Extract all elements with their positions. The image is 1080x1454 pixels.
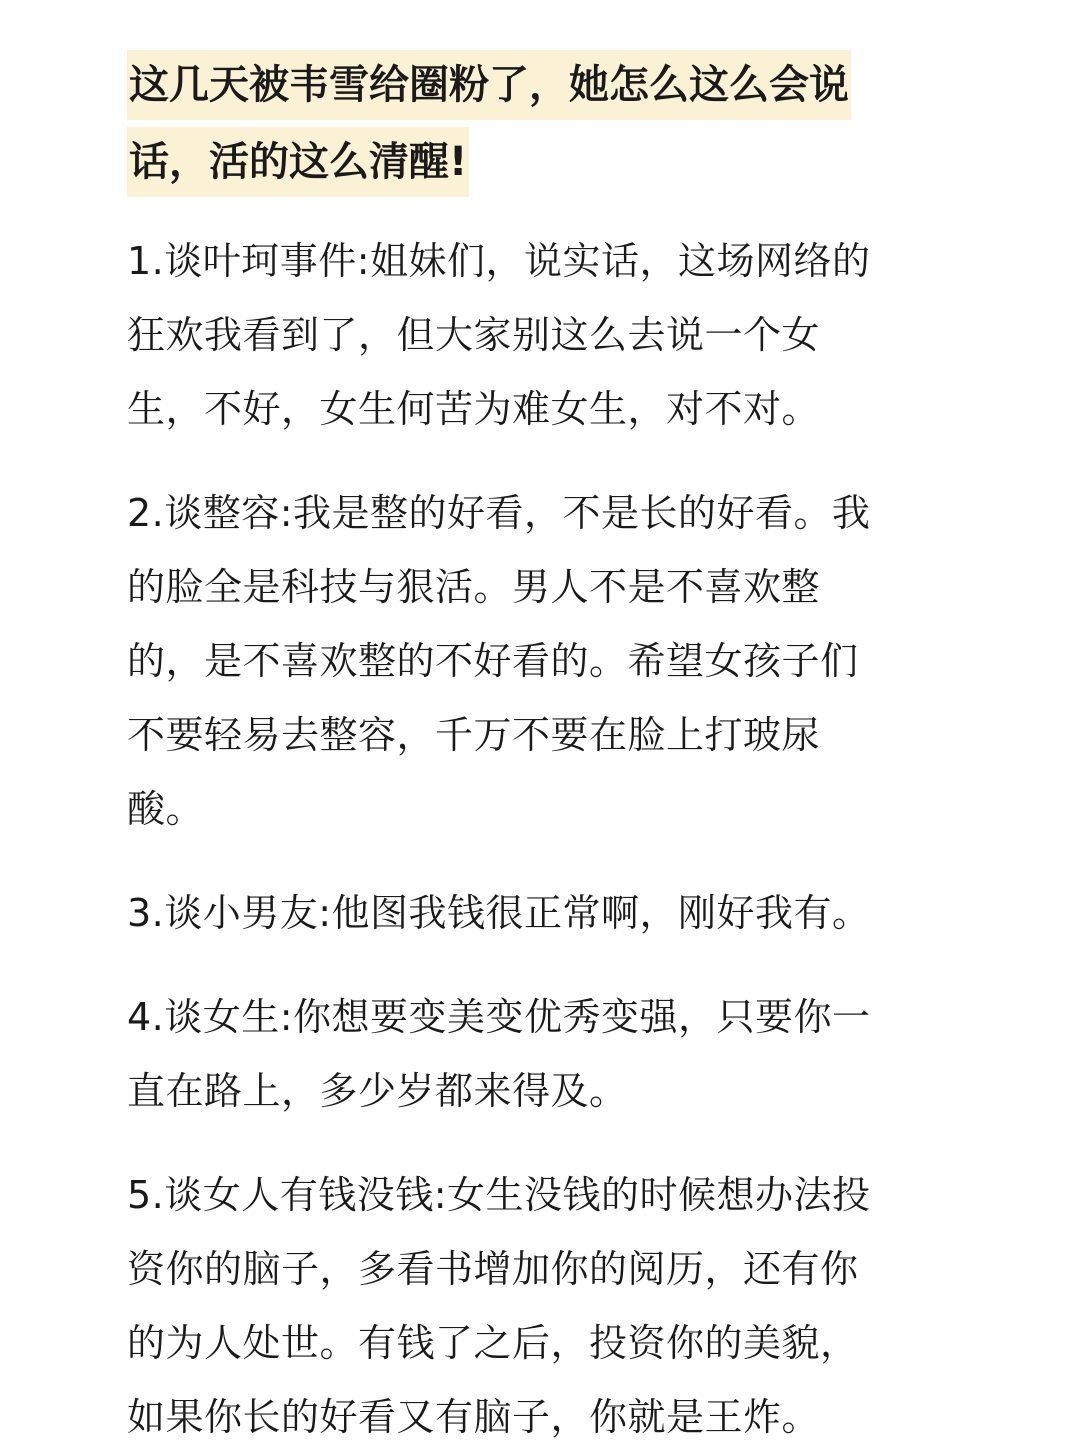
point-4 [127, 980, 947, 1128]
spacer [127, 846, 947, 876]
spacer [127, 202, 947, 224]
point-2 [127, 476, 947, 846]
article [127, 48, 947, 1454]
spacer [127, 446, 947, 476]
point-line: 不要轻易去整容，千万不要在脸上打玻尿 [127, 713, 821, 757]
title-line-2 [127, 125, 947, 202]
point-line: 2.谈整容:我是整的好看，不是长的好看。我 [127, 491, 871, 535]
spacer [127, 1128, 947, 1158]
point-5 [127, 1158, 947, 1454]
point-line: 资你的脑子，多看书增加你的阅历，还有你 [127, 1247, 859, 1291]
spacer [127, 950, 947, 980]
point-line: 生，不好，女生何苦为难女生，对不对。 [127, 387, 821, 431]
point-line: 3.谈小男友:他图我钱很正常啊，刚好我有。 [127, 891, 871, 935]
point-line: 直在路上，多少岁都来得及。 [127, 1069, 628, 1113]
point-line: 1.谈叶珂事件:姐妹们，说实话，这场网络的 [127, 239, 871, 283]
point-line: 的脸全是科技与狠活。男人不是不喜欢整 [127, 565, 821, 609]
point-line: 如果你长的好看又有脑子，你就是王炸。 [127, 1395, 821, 1439]
title-line-1 [127, 48, 947, 125]
article-title [127, 48, 947, 202]
point-1 [127, 224, 947, 446]
point-line: 的，是不喜欢整的不好看的。希望女孩子们 [127, 639, 859, 683]
title-highlight-1: 这几天被韦雪给圈粉了，她怎么这么会说 [127, 50, 851, 120]
title-highlight-2: 话，活的这么清醒! [127, 127, 469, 197]
point-3 [127, 876, 947, 950]
point-line: 4.谈女生:你想要变美变优秀变强，只要你一 [127, 995, 871, 1039]
point-line: 狂欢我看到了，但大家别这么去说一个女 [127, 313, 821, 357]
point-line: 的为人处世。有钱了之后，投资你的美貌， [127, 1321, 859, 1365]
point-line: 酸。 [127, 787, 205, 831]
point-line: 5.谈女人有钱没钱:女生没钱的时候想办法投 [127, 1173, 871, 1217]
